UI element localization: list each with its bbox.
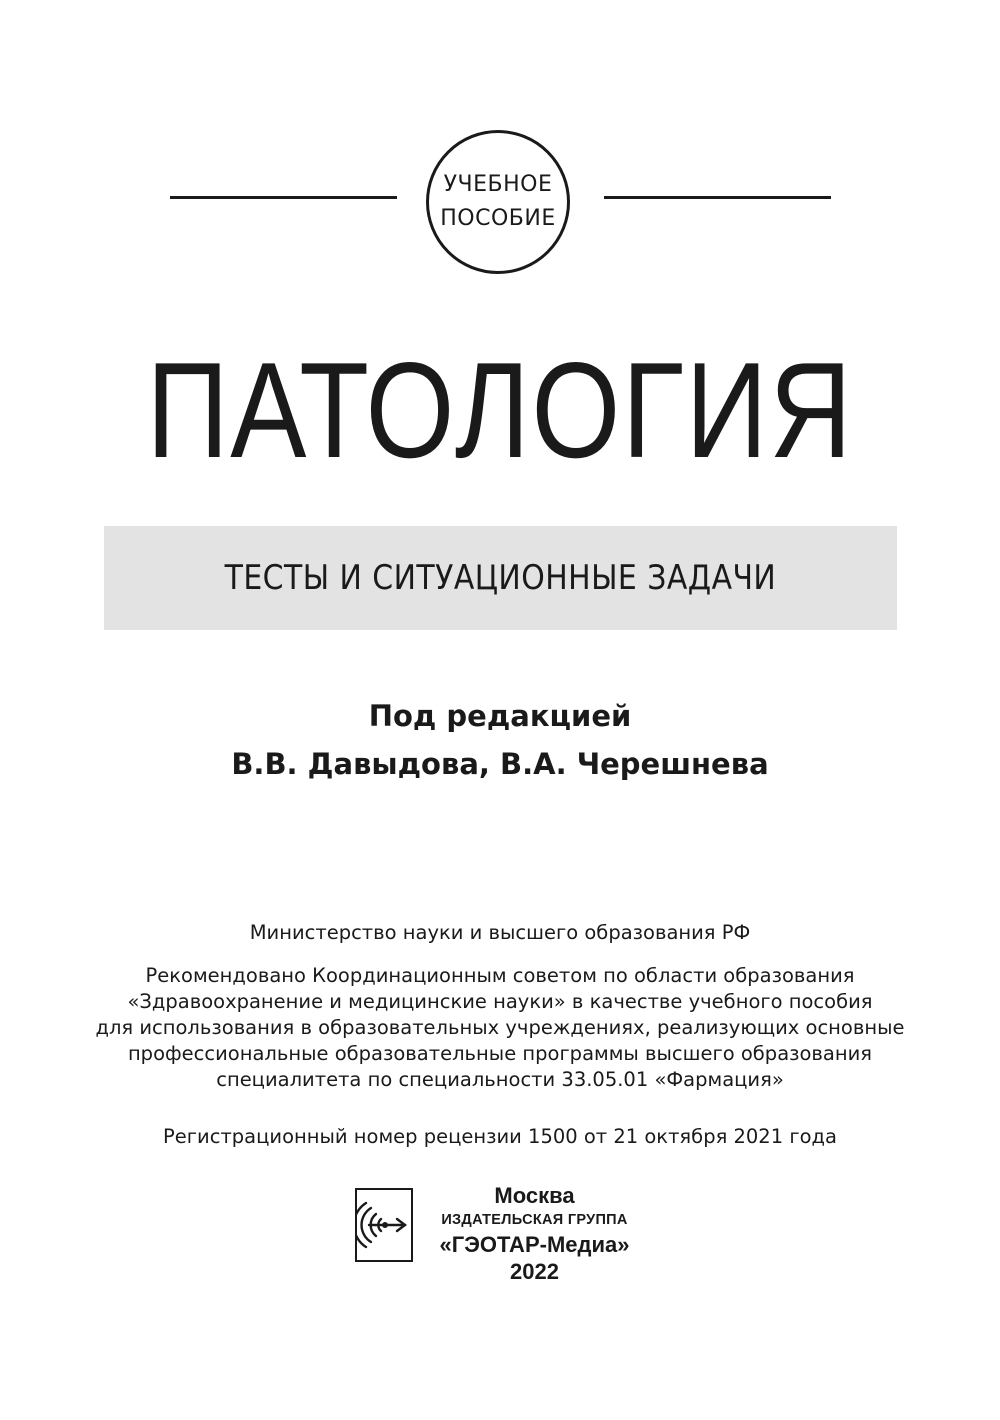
recommendation-line: Рекомендовано Координационным советом по области образования xyxy=(145,964,855,987)
editors-block xyxy=(0,692,1000,788)
recommendation-line: профессиональные образовательные программы высшего образования xyxy=(127,1042,873,1065)
recommendation-block xyxy=(0,963,1000,1093)
publisher-city: Москва xyxy=(494,1183,575,1208)
badge-line-2: ПОСОБИЕ xyxy=(440,206,556,231)
ministry-line: Министерство науки и высшего образования РФ xyxy=(249,921,751,944)
book-title: ПАТОЛОГИЯ xyxy=(146,334,854,486)
publication-year: 2022 xyxy=(510,1259,559,1284)
badge-line-1: УЧЕБНОЕ xyxy=(443,172,553,197)
registration-line: Регистрационный номер рецензии 1500 от 21 октября 2021 года xyxy=(163,1125,837,1148)
editors-names: В.В. Давыдова, В.А. Черешнева xyxy=(231,747,769,781)
textbook-badge xyxy=(426,130,570,274)
recommendation-line: «Здравоохранение и медицинские науки» в качестве учебного пособия xyxy=(127,990,873,1013)
decorative-rule-left xyxy=(170,196,397,199)
geotar-logo-icon xyxy=(355,1188,413,1262)
publisher-block xyxy=(422,1182,647,1285)
decorative-rule-right xyxy=(604,196,831,199)
publisher-name: «ГЭОТАР-Медиа» xyxy=(439,1232,630,1257)
subtitle-band xyxy=(104,526,897,630)
editors-caption: Под редакцией xyxy=(368,699,632,733)
recommendation-line: специалитета по специальности 33.05.01 «Фармация» xyxy=(216,1068,784,1091)
publisher-group: ИЗДАТЕЛЬСКАЯ ГРУППА xyxy=(441,1212,628,1228)
recommendation-line: для использования в образовательных учреждениях, реализующих основные xyxy=(95,1016,905,1039)
book-subtitle: ТЕСТЫ И СИТУАЦИОННЫЕ ЗАДАЧИ xyxy=(224,558,777,598)
